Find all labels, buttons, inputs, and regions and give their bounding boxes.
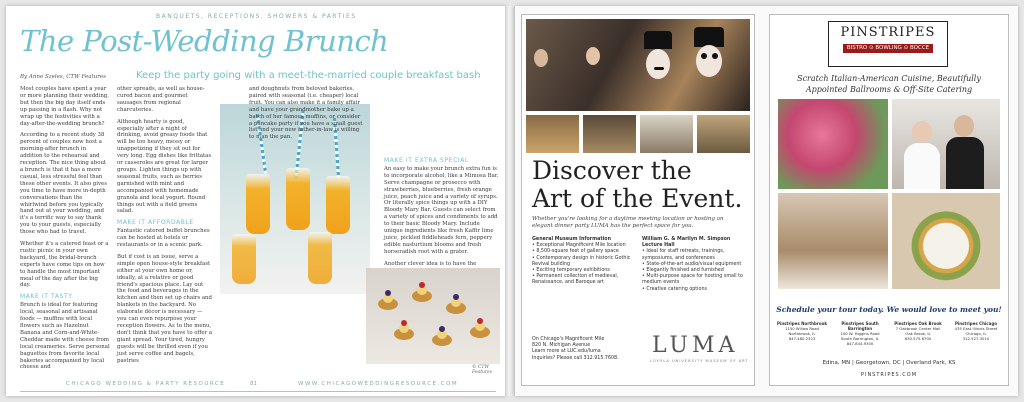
right-page <box>515 6 1018 396</box>
location-phone: 847.480.2323 <box>788 336 816 341</box>
luma-logo: LUMA <box>652 333 739 358</box>
info-item: • Permanent collection of medieval, Renaissance, and Baroque art <box>532 274 619 286</box>
info-title: General Museum Information <box>532 237 611 242</box>
footer-rule <box>20 391 496 392</box>
paragraph: Whether it's a catered feast or a rustic picnic in your own backyard, the bridal-brunch experts have come tips on how to handle the most important meal of the day after the big day. <box>20 241 109 289</box>
location-phone: 312.527.3010 <box>962 336 990 341</box>
location-phone: 847.844.9300 <box>846 341 874 346</box>
location-city: Chicago, IL <box>965 331 987 336</box>
info-item: • 8,500-square feet of gallery space <box>532 249 619 255</box>
page-number: 81 <box>250 381 257 387</box>
pinstripes-url: PINSTRIPES.COM <box>860 372 918 378</box>
location-address: 7 Oakbrook Center Mall <box>895 326 941 331</box>
info-item: • Exceptional Magnificent Mile location <box>532 243 626 249</box>
contact-info <box>532 337 642 362</box>
luma-advertisement <box>521 14 755 386</box>
paragraph: Another clever idea is to have the <box>384 260 477 267</box>
article-title: The Post-Wedding Brunch <box>20 24 389 58</box>
logo-bar: BISTRO ⊙ BOWLING ⊙ BOCCE <box>843 44 933 53</box>
lecture-hall-info <box>642 237 748 293</box>
location-south-barrington <box>832 321 888 346</box>
tarts-photo <box>366 268 500 364</box>
paragraph: But if cost is an issue, serve a simple open house-style breakfast either at your own home or, ideally, at a relative or good friend's spacious place. Lay out the food and beverages in the kitchen and then set up chairs and blankets in the backyard. No elaborate décor is necessary — you can even repurpose your reception flowers. As to the menu, don't think that you have to offer a giant spread. Your tired, hungry guests will be thrilled even if you just serve coffee and bagels, pastries <box>117 253 213 364</box>
food-photo <box>892 193 1000 289</box>
article-subtitle: Keep the party going with a meet-the-married couple breakfast bash <box>136 70 481 81</box>
section-heading: MAKE IT EXTRA SPECIAL <box>384 157 469 164</box>
ballroom-photo <box>778 193 888 289</box>
museum-info <box>532 237 637 287</box>
paragraph: Although hearty is good, especially after a night of drinking, avoid greasy foods that will be too heavy, messy or unappetizing if they sit out for very long. Egg dishes like frittatas or casseroles are great for larger groups. Lighten things up with seasonal fruits, such as berries garnished with mint and accompanied with homemade granola and local yogurt. Round things out with a field greens salad. <box>117 118 212 215</box>
spread-gutter <box>505 6 515 396</box>
ad-lead: Whether you're looking for a daytime meeting location or hosting an elegant dinner party LUMA has the perfect space for you. <box>532 216 724 229</box>
paragraph: Fantastic catered buffet brunches can be hosted at hotels or restaurants or in a scenic park. <box>117 228 210 249</box>
column-1 <box>20 86 110 376</box>
location-oak-brook <box>890 321 946 341</box>
other-locations: Edina, MN | Georgetown, DC | Overland Park, KS <box>822 360 956 366</box>
location-city: Oak Brook, IL <box>905 331 931 336</box>
contact-line: 820 N. Michigan Avenue <box>532 343 591 349</box>
location-title: Pinstripes South Barrington <box>841 321 879 331</box>
info-item: • Exciting temporary exhibitions <box>532 268 610 274</box>
section-heading: MAKE IT AFFORDABLE <box>117 219 194 227</box>
info-item: • State-of-the-art audio/visual equipment <box>642 261 742 267</box>
ad-tagline <box>780 73 998 95</box>
location-chicago <box>948 321 1004 341</box>
paragraph: An easy to make your brunch extra fun is to incorporate alcohol, like a Mimosa Bar. Serve champagne or prosecco with strawberries, blueberries, fresh orange juice, peach juice and a variety of syrups. Or literally spice things up with a DIY Bloody Mary Bar. Guests can select from a variety of spices and condiments to add to their basic Bloody Mary. Include unique ingredients like fresh Kaffir lime juice, pickled fiddleheads fern, peppery edible nasturtium blooms and fresh horseradish root with a grater. <box>384 165 499 255</box>
location-title: Pinstripes Chicago <box>955 321 997 326</box>
left-page <box>6 6 506 396</box>
location-address: 100 W. Higgins Road <box>840 331 880 336</box>
location-address: 435 East Illinois Street <box>954 326 998 331</box>
tagline-line: Scratch Italian-American Cuisine, Beautifully <box>797 74 981 83</box>
ad-headline <box>532 157 742 213</box>
pinstripes-logo <box>828 21 948 67</box>
column-3 <box>249 86 364 146</box>
info-item: • Contemporary design in historic Gothic Revival building <box>532 255 631 267</box>
info-title: William G. & Marilyn M. Simpson Lecture Hall <box>642 237 731 249</box>
column-2 <box>117 86 213 369</box>
flowers-photo <box>778 99 888 189</box>
headline-line: Discover the <box>532 156 692 185</box>
gallery-photo <box>640 115 693 153</box>
luma-logo-subtitle: LOYOLA UNIVERSITY MUSEUM OF ART <box>650 359 749 363</box>
contact-line: On Chicago's Magnificent Mile <box>532 337 605 342</box>
headline-line: Art of the Event. <box>532 184 743 213</box>
gallery-photo <box>583 115 636 153</box>
section-topline: BANQUETS, RECEPTIONS, SHOWERS & PARTIES <box>156 13 357 20</box>
section-heading: MAKE IT TASTY <box>20 293 73 301</box>
article-byline: By Anne Szeles, CTW Features <box>20 74 106 80</box>
info-item: • Multi-purpose space for hosting small to medium events <box>642 274 743 286</box>
contact-line: Learn more at LUC.edu/luma <box>532 349 601 355</box>
paragraph: Most couples have spent a year or more planning their wedding, but then the big day itself ends up passing in a flash. Why not wrap up the festivities with a day-after-the-wedding brunch? <box>20 86 109 127</box>
couple-photo <box>892 99 1000 189</box>
info-item: • Creative catering options <box>642 286 707 292</box>
footer-publication: CHICAGO WEDDING & PARTY RESOURCE <box>66 381 226 387</box>
location-title: Pinstripes Oak Brook <box>894 321 942 326</box>
paragraph: other spreads, as well as house-cured bacon and gourmet sausages from regional charcuteries. <box>117 86 205 113</box>
location-city: South Barrington, IL <box>841 336 879 341</box>
paragraph: Brunch is ideal for featuring local, seasonal and artisanal foods — muffins with local flowers such as Hazelnut Banana and Corn-and-White-Cheddar made with cheese from local creameries. Serve personal baguettes from favorite local bakeries accompanied by local cheese and <box>20 302 110 371</box>
event-photo <box>526 19 750 111</box>
gallery-photo <box>526 115 579 153</box>
location-city: Northbrook, IL <box>788 331 816 336</box>
location-northbrook <box>774 321 830 341</box>
location-phone: 630.575.8700 <box>904 336 932 341</box>
photo-caption: © CTW Features <box>472 365 493 375</box>
location-title: Pinstripes Northbrook <box>777 321 827 326</box>
tagline-line: Appointed Ballrooms & Off-Site Catering <box>805 85 973 94</box>
info-item: • Elegantly finished and furnished <box>642 268 724 274</box>
gallery-photo <box>697 115 750 153</box>
paragraph: and doughnuts from beloved bakeries, paired with seasonal (i.e. cheaper) local fruit. You can also make it a family affair and have your grandmother bake up a batch of her famous muffins, or consider a pancake party if you have a small guest list and your new father-in-law is willing to man the pan. <box>249 86 363 141</box>
tour-cta: Schedule your tour today. We would love to meet you! <box>776 305 1002 314</box>
pinstripes-advertisement <box>769 14 1009 386</box>
footer-website: WWW.CHICAGOWEDDINGRESOURCE.COM <box>298 381 459 387</box>
contact-line: Inquiries? Please call 312.915.7608. <box>532 355 619 361</box>
info-item: • Ideal for staff retreats, trainings, symposiums, and conferences <box>642 249 725 261</box>
logo-name: PINSTRIPES <box>840 25 936 40</box>
location-address: 1150 Willow Road <box>785 326 819 331</box>
paragraph: According to a recent study 38 percent of couples now host a morning-after brunch in addition to the rehearsal and reception. The nice thing about a brunch is that it has a more casual, less stressful feel than these other events. It also gives you time to have more in-depth conversations than the whirlwind before you typically hand out at your wedding, and it's a terrific way to say thank you to your guests, especially those who had to travel. <box>20 132 107 236</box>
